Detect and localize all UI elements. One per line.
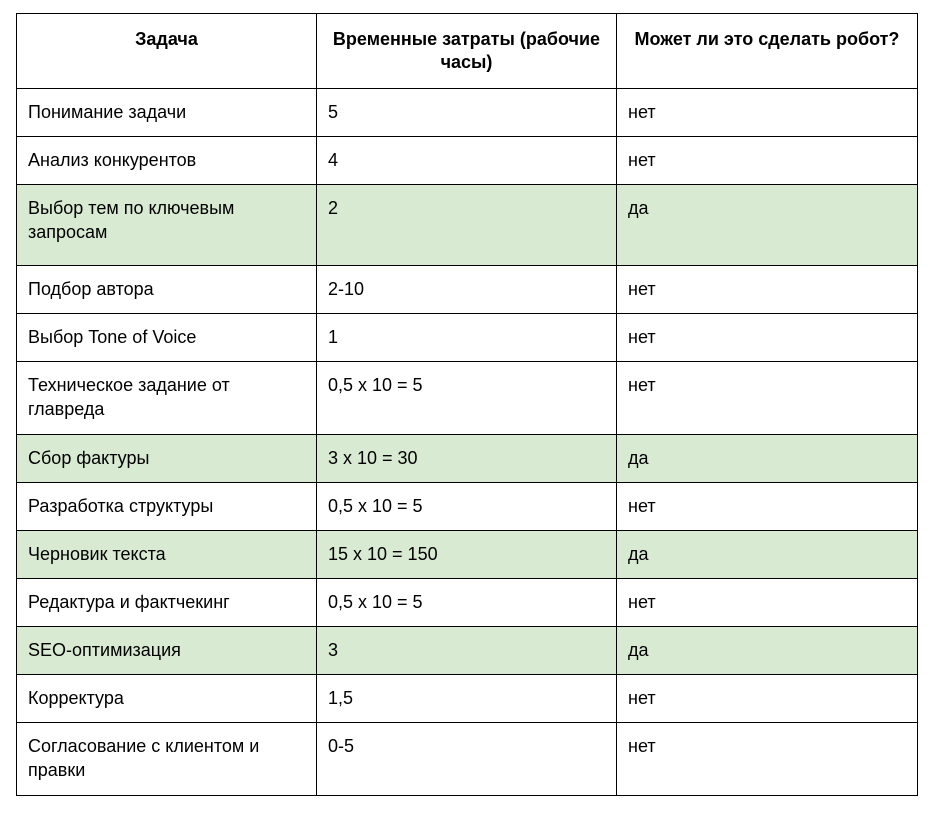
- task-cell: Корректура: [17, 675, 317, 723]
- table-row: [17, 483, 918, 531]
- table-row: [17, 89, 918, 137]
- robot-cell: нет: [617, 137, 918, 185]
- task-cell: Редактура и фактчекинг: [17, 579, 317, 627]
- task-cell: Черновик текста: [17, 531, 317, 579]
- task-cell: Техническое задание от главреда: [17, 362, 317, 435]
- table-row: [17, 675, 918, 723]
- time-cell: 3: [317, 627, 617, 675]
- time-cell: 4: [317, 137, 617, 185]
- robot-cell: да: [617, 435, 918, 483]
- time-cell: 5: [317, 89, 617, 137]
- header-row: [17, 14, 918, 89]
- table-row: [17, 723, 918, 796]
- time-cell: 2-10: [317, 266, 617, 314]
- table-body: [17, 89, 918, 796]
- table-row: [17, 579, 918, 627]
- robot-cell: нет: [617, 89, 918, 137]
- time-cell: 0,5 x 10 = 5: [317, 579, 617, 627]
- task-cell: Разработка структуры: [17, 483, 317, 531]
- table-row: [17, 185, 918, 266]
- robot-cell: нет: [617, 675, 918, 723]
- task-cell: Выбор тем по ключевым запросам: [17, 185, 317, 266]
- time-cell: 0,5 x 10 = 5: [317, 362, 617, 435]
- time-cell: 15 x 10 = 150: [317, 531, 617, 579]
- task-time-table: [16, 13, 918, 796]
- table-row: [17, 362, 918, 435]
- table-header: [17, 14, 918, 89]
- table-row: [17, 137, 918, 185]
- time-cell: 2: [317, 185, 617, 266]
- time-cell: 0-5: [317, 723, 617, 796]
- robot-cell: да: [617, 627, 918, 675]
- robot-cell: нет: [617, 314, 918, 362]
- robot-cell: нет: [617, 362, 918, 435]
- table-row: [17, 627, 918, 675]
- robot-cell: нет: [617, 266, 918, 314]
- robot-cell: да: [617, 185, 918, 266]
- robot-cell: нет: [617, 723, 918, 796]
- header-robot: Может ли это сделать робот?: [617, 14, 918, 89]
- header-time: Временные затраты (рабочие часы): [317, 14, 617, 89]
- time-cell: 3 x 10 = 30: [317, 435, 617, 483]
- robot-cell: нет: [617, 579, 918, 627]
- task-cell: SEO-оптимизация: [17, 627, 317, 675]
- robot-cell: да: [617, 531, 918, 579]
- task-cell: Выбор Tone of Voice: [17, 314, 317, 362]
- task-cell: Согласование с клиентом и правки: [17, 723, 317, 796]
- table-row: [17, 531, 918, 579]
- table-row: [17, 314, 918, 362]
- task-cell: Сбор фактуры: [17, 435, 317, 483]
- time-cell: 1: [317, 314, 617, 362]
- header-task: Задача: [17, 14, 317, 89]
- table-row: [17, 266, 918, 314]
- time-cell: 0,5 x 10 = 5: [317, 483, 617, 531]
- robot-cell: нет: [617, 483, 918, 531]
- task-cell: Анализ конкурентов: [17, 137, 317, 185]
- table-row: [17, 435, 918, 483]
- task-cell: Подбор автора: [17, 266, 317, 314]
- task-cell: Понимание задачи: [17, 89, 317, 137]
- time-cell: 1,5: [317, 675, 617, 723]
